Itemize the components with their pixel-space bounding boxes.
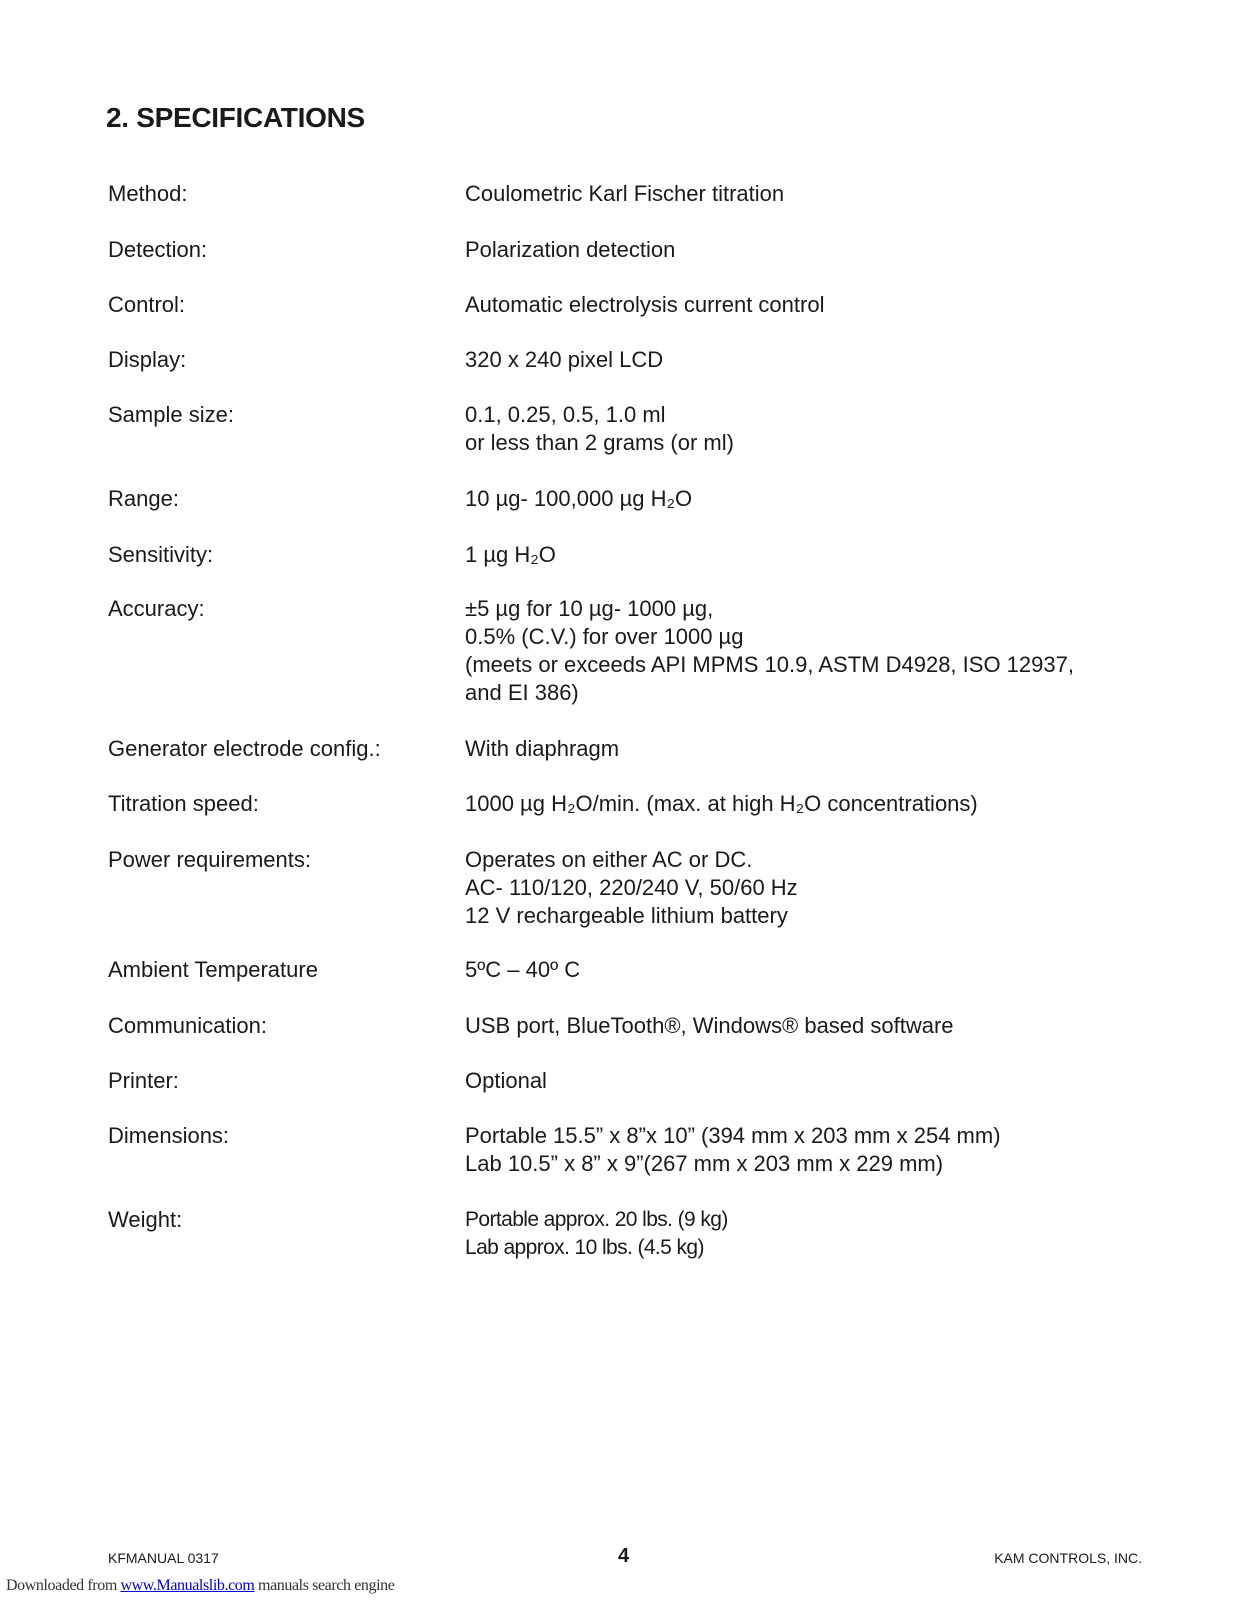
spec-label: Communication: xyxy=(108,1013,267,1038)
download-prefix: Downloaded from xyxy=(6,1577,121,1594)
spec-label: Detection: xyxy=(108,237,208,262)
spec-value xyxy=(465,346,663,374)
spec-value-line: Automatic electrolysis current control xyxy=(465,292,825,317)
spec-value-line: 1000 µg H₂O/min. (max. at high H₂O concentrations) xyxy=(465,791,978,816)
spec-value-line: 0.1, 0.25, 0.5, 1.0 ml xyxy=(465,402,666,427)
spec-label: Generator electrode config.: xyxy=(108,736,381,761)
spec-value-line: USB port, BlueTooth®, Windows® based software xyxy=(465,1013,954,1038)
spec-value xyxy=(465,595,1074,707)
spec-value xyxy=(465,790,978,818)
spec-value xyxy=(465,1067,547,1095)
spec-label: Control: xyxy=(108,292,186,317)
spec-value-line: 10 µg- 100,000 µg H₂O xyxy=(465,486,693,511)
spec-value-line: Polarization detection xyxy=(465,237,676,262)
spec-value-line: 1 µg H₂O xyxy=(465,542,556,567)
spec-value-line: With diaphragm xyxy=(465,736,620,761)
spec-value xyxy=(465,956,580,984)
spec-value-line: Lab approx. 10 lbs. (4.5 kg) xyxy=(465,1236,704,1259)
spec-value xyxy=(465,541,556,569)
spec-label: Display: xyxy=(108,347,187,372)
spec-value xyxy=(465,735,619,763)
spec-value-line: ±5 µg for 10 µg- 1000 µg, xyxy=(465,596,714,621)
spec-value-line: Operates on either AC or DC. xyxy=(465,847,753,872)
spec-value-line: Portable approx. 20 lbs. (9 kg) xyxy=(465,1208,728,1231)
spec-value xyxy=(465,485,692,513)
spec-value-line: AC- 110/120, 220/240 V, 50/60 Hz xyxy=(465,875,798,900)
spec-value-line: 12 V rechargeable lithium battery xyxy=(465,903,788,928)
spec-value xyxy=(465,1122,1001,1178)
footer-company: KAM CONTROLS, INC. xyxy=(994,1550,1142,1566)
spec-value-line: (meets or exceeds API MPMS 10.9, ASTM D4928, ISO 12937, xyxy=(465,652,1074,677)
spec-value xyxy=(465,846,798,930)
spec-value-line: 320 x 240 pixel LCD xyxy=(465,347,664,372)
spec-value-line: or less than 2 grams (or ml) xyxy=(465,430,734,455)
spec-value xyxy=(465,236,675,264)
spec-label: Dimensions: xyxy=(108,1123,230,1148)
spec-label: Sensitivity: xyxy=(108,542,214,567)
spec-label: Accuracy: xyxy=(108,596,205,621)
spec-label: Sample size: xyxy=(108,402,234,427)
spec-value xyxy=(465,291,824,319)
spec-value-line: 0.5% (C.V.) for over 1000 µg xyxy=(465,624,744,649)
spec-value-line: and EI 386) xyxy=(465,680,579,705)
spec-label: Titration speed: xyxy=(108,791,259,816)
spec-label: Method: xyxy=(108,181,188,206)
spec-value xyxy=(465,180,784,208)
spec-value-line: Portable 15.5” x 8”x 10” (394 mm x 203 mm x 254 mm) xyxy=(465,1123,1001,1148)
spec-value-line: Lab 10.5” x 8” x 9”(267 mm x 203 mm x 229 mm) xyxy=(465,1151,944,1176)
spec-value xyxy=(465,1012,954,1040)
spec-label: Power requirements: xyxy=(108,847,311,872)
spec-label: Weight: xyxy=(108,1207,183,1232)
spec-label: Ambient Temperature xyxy=(108,957,318,982)
spec-value-line: Optional xyxy=(465,1068,547,1093)
spec-value xyxy=(465,401,734,457)
spec-value xyxy=(465,1206,728,1262)
spec-label: Printer: xyxy=(108,1068,179,1093)
download-banner xyxy=(6,1577,394,1595)
footer-document-code: KFMANUAL 0317 xyxy=(108,1550,219,1566)
footer-page-number: 4 xyxy=(618,1545,630,1567)
spec-value-line: Coulometric Karl Fischer titration xyxy=(465,181,785,206)
download-suffix: manuals search engine xyxy=(254,1577,395,1594)
page-title: 2. SPECIFICATIONS xyxy=(106,102,365,133)
spec-value-line: 5ºC – 40º C xyxy=(465,957,581,982)
manualslib-link[interactable]: www.Manualslib.com xyxy=(120,1577,255,1594)
spec-label: Range: xyxy=(108,486,179,511)
